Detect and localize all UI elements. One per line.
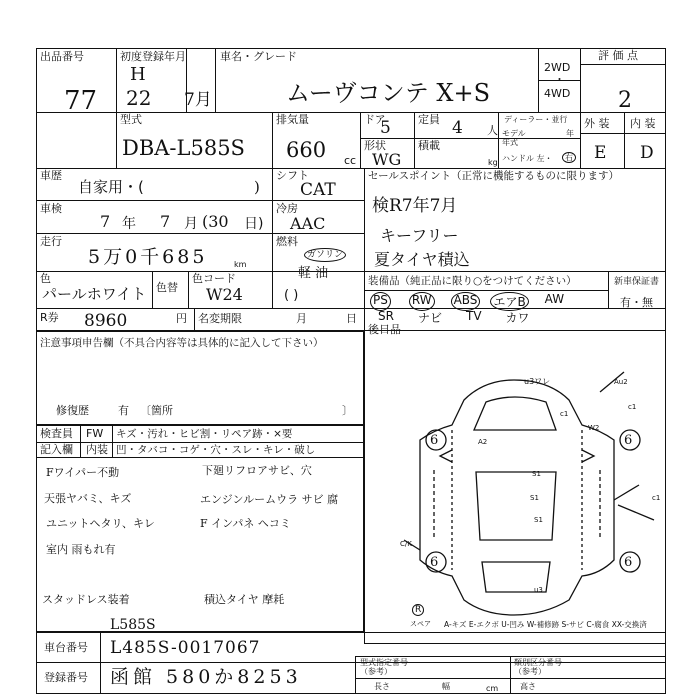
color-label: 色 [40,272,51,285]
history: 自家用・( [78,178,144,196]
mileage-label: 走行 [40,235,62,248]
shift-label: シフト [276,169,309,182]
chassis-handwritten: L585S [110,617,156,633]
equip-item: カワ [505,311,530,325]
drive-2wd: 2WD [544,61,571,74]
model: DBA-L585S [122,136,245,160]
color-code-label: 色コード [192,272,236,285]
wid-label: 幅 [442,682,450,691]
hei-label: 高さ [520,682,536,691]
seats-unit: 人 [487,124,498,137]
note-4: 室内 雨もれ有 [46,543,116,556]
history-close: ) [254,178,260,196]
sales-label: セールスポイント（正常に機能するものに限ります） [368,170,620,182]
int-grade: D [640,143,654,163]
sales-1: 検R7年7月 [372,196,458,216]
reg-label: 初度登録年月 [120,50,186,63]
doors: 5 [380,118,391,138]
disp: 660 [286,138,327,162]
diagram-code: S1 [530,494,539,502]
day-label: 日 [346,312,357,325]
handle-label: ハンドル 左・ [502,154,553,163]
diagram-code: c1 [560,410,569,418]
diagram-code: W2 [588,424,600,432]
shift: CAT [300,180,336,200]
fuel-gas: ガソリン [304,248,346,262]
damage-code: 6 [430,555,439,570]
damage-code: 6 [624,433,633,448]
inspect-label: 車検 [40,202,62,215]
cat-label: 類別区分番号（参考） [514,658,562,676]
shape-label: 形状 [364,139,386,152]
note-2: 天張ヤバミ、キズ [44,492,132,505]
inner-legend: キズ・汚れ・ヒビ割・リペア跡・×要 [116,428,293,440]
doors-label: ドア [364,113,386,126]
name-label: 車名・グレード [220,50,297,63]
dealer-label: ディーラー・並行 [504,115,568,124]
cargo-label: 積載 [418,139,440,152]
repair-part: 〔箇所 [140,404,173,417]
rust-label: C/K [400,540,412,548]
note-right-1: 下廻リフロアサビ、穴 [202,464,312,477]
equip-item: ABS [451,292,481,311]
reg-month: 7月 [184,90,212,110]
equip-item: AW [544,292,565,306]
diagram-code: A2 [478,438,488,446]
kg-label: kg [488,158,498,167]
model-year-label: モデル年式 [502,129,526,147]
inspect-d: 日) [244,216,264,232]
inspect-month: 7 [160,212,171,231]
handle-value: 右 [562,152,576,163]
note-3: ユニットヘタリ、キレ [46,517,155,530]
inspect-y: 年 [122,216,136,232]
plate-label: 登録番号 [44,671,88,684]
notes-label: 注意事項申告欄（不具合内容等は具体的に記入して下さい） [40,337,324,349]
repair-close: 〕 [342,404,353,417]
warranty-label: 新車保証書 [614,277,660,287]
note-right-2: エンジンルームウラ サビ 腐 [200,493,339,506]
name-change-label: 名変期限 [198,312,242,325]
damage-code: 6 [624,555,633,570]
model-label: 型式 [120,113,142,126]
drive-dot: ・ [554,73,565,86]
damage-code: 6 [430,433,439,448]
inspect-m: 月 [184,216,198,232]
disp-unit: cc [344,154,357,167]
fuel-other: ( ) [284,288,299,303]
diagram-code: S1 [532,470,541,478]
seats-label: 定員 [418,113,440,126]
chassis: L485S-0017067 [110,638,261,658]
spare-mark: R [412,604,424,616]
mileage: 5万0千685 [88,246,208,268]
reg-era: H [130,64,146,85]
cm-label: cm [486,684,499,693]
equip-item: エアB [490,292,528,311]
car-diagram [364,330,666,630]
len-label: 長さ [374,682,390,691]
repair-label: 修復歴 [56,404,89,417]
ext-label: 外 装 [584,117,610,130]
note-1: Fワイパー不動 [46,466,120,479]
drive-4wd: 4WD [544,87,571,100]
exp-label: 型式指定番号（参考） [360,658,408,676]
lot-label: 出品番号 [40,50,84,63]
score: 2 [618,88,632,113]
score-label: 評 価 点 [598,49,638,62]
reg-year: 22 [126,86,152,110]
spare-label: スペア [410,620,431,628]
history-label: 車歴 [40,169,62,182]
sales-2: キーフリー [380,226,459,245]
ac: AAC [290,214,326,233]
recycle-label: R券 [40,311,59,324]
note-5: スタッドレス装着 [42,593,130,606]
equip-item: TV [465,309,482,323]
equip-item: RW [409,292,435,311]
ac-label: 冷房 [276,202,298,215]
disp-label: 排気量 [276,113,309,126]
nen-label: 年 [566,129,574,138]
diagram-code: c1 [652,494,661,502]
color-code: W24 [206,285,243,304]
sales-3: 夏タイヤ積込 [374,250,470,269]
lot-number: 77 [64,86,98,116]
inner-label: 内装 [86,443,108,456]
car-name: ムーヴコンテ X+S [286,79,491,107]
plate: 函館 580か8253 [110,666,302,688]
yen-label: 円 [176,312,187,325]
equip-item: ナビ [417,311,442,325]
equip-label: 装備品（純正品に限り○をつけてください） [368,275,577,287]
equip-item: PS [370,292,391,311]
code-legend: A-キズ E-エクボ U-凹み W-補修跡 S-サビ C-腐食 XX-交換済 [444,620,647,629]
chassis-label: 車台番号 [44,641,88,654]
shape: WG [372,150,402,169]
fuel-diesel: 軽 油 [298,266,329,281]
recycle-value: 8960 [84,311,128,331]
note-right-4: 積込タイヤ 摩耗 [204,593,285,606]
equip-item: SR [378,309,394,323]
color: パールホワイト [42,285,147,303]
diagram-ticket: u3ワレ [524,377,551,386]
inner-legend-2: 凹・タバコ・コゲ・穴・スレ・キレ・破し [116,444,316,456]
month-label: 月 [296,312,307,325]
color-change-label: 色替 [156,281,178,294]
fw-label: FW [86,427,104,440]
warranty: 有・無 [620,296,653,309]
fuel-label: 燃料 [276,235,298,248]
km-label: km [234,260,247,269]
inspect-year: 7 [100,212,111,231]
int-label: 内 装 [630,117,656,130]
note-right-3: F インパネ ヘコミ [200,517,291,530]
repair-value: 有 [118,404,129,417]
diagram-code: u3 [534,586,543,594]
inspect-day: (30 [202,212,229,231]
recorder-label: 記入欄 [40,443,73,456]
diagram-code: S1 [534,516,543,524]
seats: 4 [452,118,463,138]
after-label: 後日品 [368,323,401,336]
diagram-code: c1 [628,403,637,411]
diagram-code: Au2 [614,378,628,386]
ext-grade: E [594,143,607,163]
inspector-label: 検査員 [40,427,73,440]
